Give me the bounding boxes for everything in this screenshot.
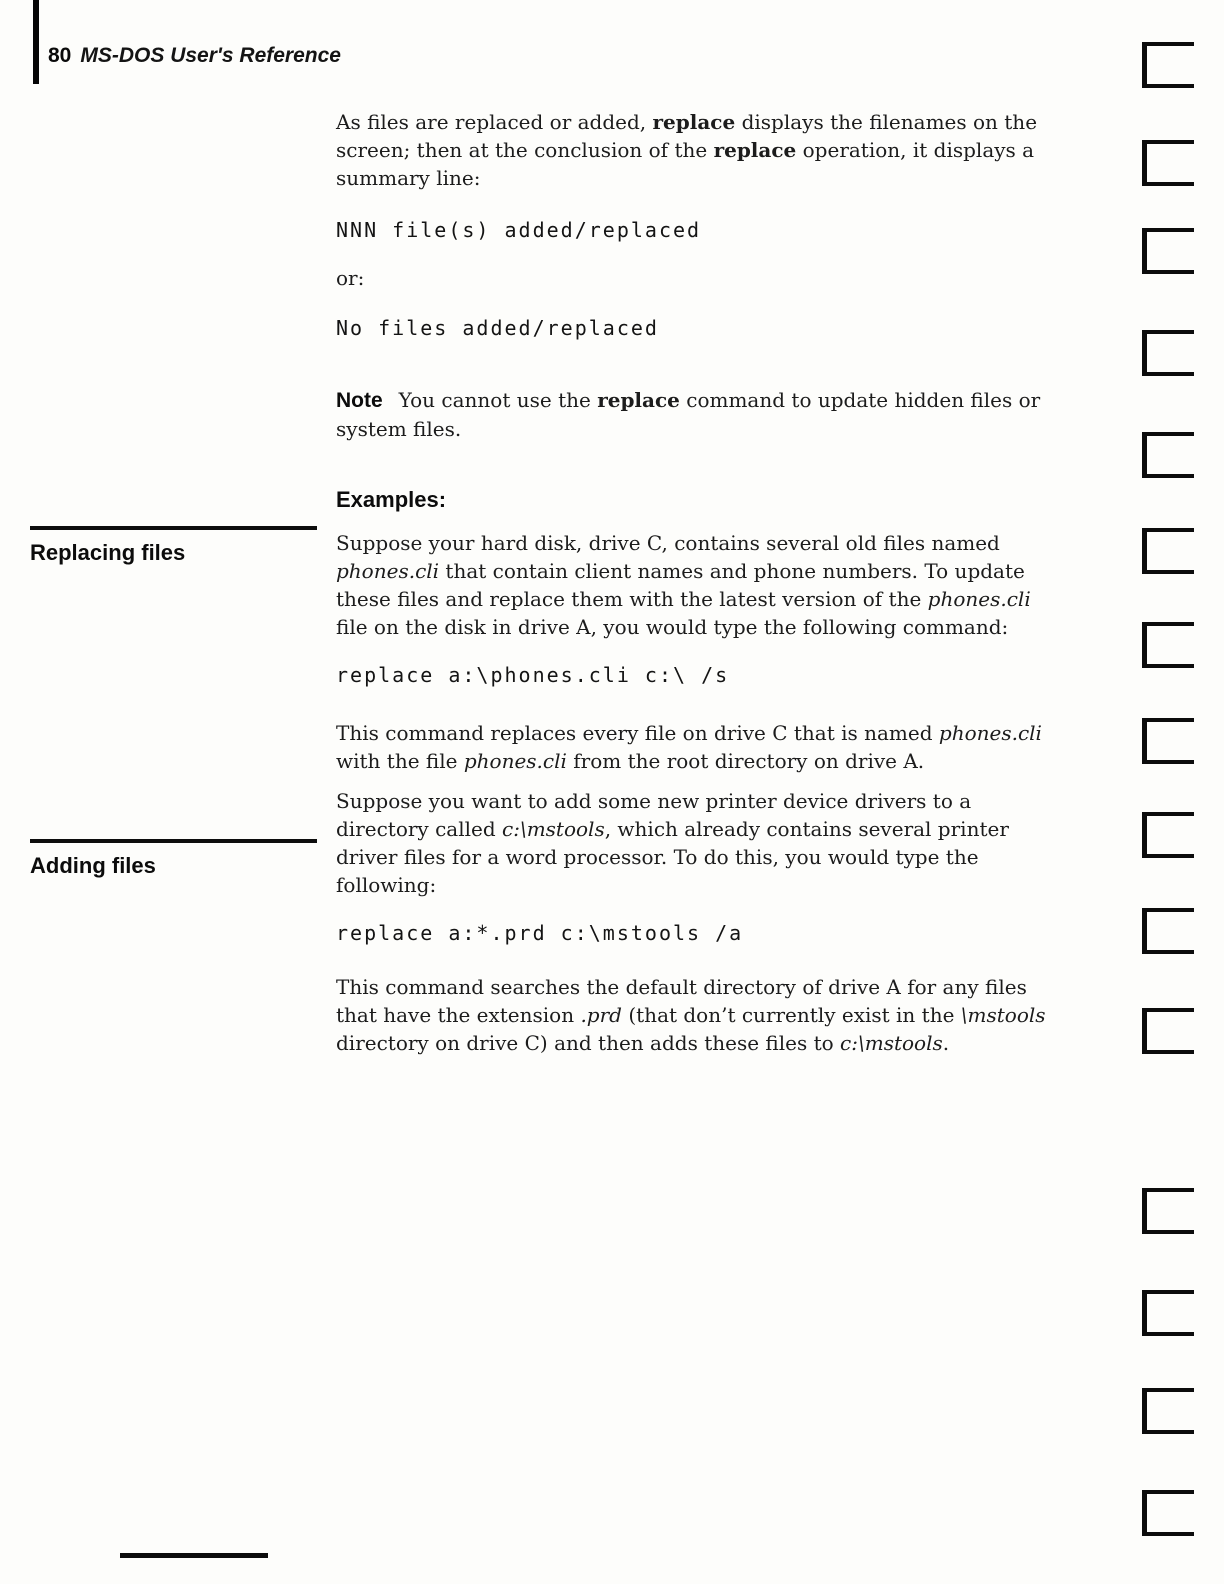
bottom-scan-line: [120, 1553, 268, 1558]
text-segment: with the file: [336, 749, 464, 773]
examples-heading: Examples:: [336, 487, 447, 512]
text-segment: Suppose you want to add some new printer device drivers to a directory called: [336, 789, 972, 841]
adding-files-explanation: [336, 973, 1068, 1057]
text-segment: Suppose your hard disk, drive C, contains several old files named: [336, 531, 1000, 555]
registration-mark: [1142, 1388, 1194, 1434]
replacing-files-explanation: [336, 719, 1068, 775]
code-summary-none: No files added/replaced: [336, 316, 659, 340]
intro-paragraph: [336, 108, 1068, 192]
main-content: [336, 108, 1068, 1057]
registration-mark: [1142, 42, 1194, 88]
or-label: or:: [336, 266, 365, 290]
section-rule: [30, 839, 317, 843]
note-paragraph: [336, 386, 1068, 443]
text-segment: Note: [336, 389, 383, 412]
text-segment: directory on drive C) and then adds these files to: [336, 1031, 841, 1055]
replacing-files-paragraph: [336, 529, 1068, 641]
registration-mark: [1142, 908, 1194, 954]
code-summary-added: NNN file(s) added/replaced: [336, 218, 702, 242]
text-segment: phones.cli: [463, 749, 567, 773]
book-title: MS-DOS User's Reference: [80, 44, 341, 67]
section-rule: [30, 526, 317, 530]
text-segment: phones.cli: [938, 721, 1042, 745]
registration-mark: [1142, 140, 1194, 186]
text-segment: c:\mstools: [840, 1031, 943, 1055]
registration-mark: [1142, 1290, 1194, 1336]
text-segment: phones.cli: [927, 587, 1031, 611]
margin-label-text: Adding files: [30, 853, 156, 878]
registration-mark: [1142, 228, 1194, 274]
text-segment: (that don’t currently exist in the: [621, 1003, 961, 1027]
text-segment: displays the filenames on the screen; then at the conclusion of the: [336, 110, 1038, 162]
text-segment: As files are replaced or added,: [336, 110, 653, 134]
registration-mark: [1142, 1490, 1194, 1536]
registration-mark: [1142, 812, 1194, 858]
text-segment: c:\mstools: [502, 817, 605, 841]
page-number: 80: [48, 44, 72, 67]
text-segment: \mstools: [960, 1003, 1046, 1027]
text-segment: .: [942, 1031, 950, 1055]
registration-mark: [1142, 1008, 1194, 1054]
registration-mark: [1142, 432, 1194, 478]
text-segment: This command replaces every file on drive C that is named: [336, 721, 939, 745]
registration-mark: [1142, 718, 1194, 764]
margin-label-adding-files: [30, 839, 317, 879]
registration-mark: [1142, 1188, 1194, 1234]
adding-files-paragraph: [336, 787, 1068, 899]
text-segment: operation, it displays a summary line:: [336, 138, 1035, 190]
registration-mark: [1142, 528, 1194, 574]
text-segment: replace: [597, 388, 680, 412]
text-segment: phones.cli: [336, 559, 440, 583]
text-segment: , which already contains several printer driver files for a word processor. To do this, you would type the following:: [336, 817, 1009, 897]
text-segment: .prd: [580, 1003, 622, 1027]
text-segment: from the root directory on drive A.: [566, 749, 925, 773]
margin-label-replacing-files: [30, 526, 317, 566]
text-segment: replace: [713, 138, 797, 162]
text-segment: command to update hidden files or system files.: [336, 388, 1041, 441]
text-segment: that contain client names and phone numbers. To update these files and replace them with the latest version of the: [336, 559, 1025, 611]
text-segment: This command searches the default directory of drive A for any files that have the extension: [336, 975, 1027, 1027]
text-segment: file on the disk in drive A, you would type the following command:: [336, 615, 1009, 639]
replace-command-example-1: replace a:\phones.cli c:\ /s: [336, 663, 730, 687]
registration-mark: [1142, 622, 1194, 668]
replace-command-example-2: replace a:*.prd c:\mstools /a: [336, 921, 744, 945]
text-segment: You cannot use the: [398, 388, 598, 412]
registration-mark: [1142, 330, 1194, 376]
text-segment: replace: [652, 110, 736, 134]
page-header: [48, 44, 341, 68]
binding-bar: [33, 0, 39, 84]
margin-label-text: Replacing files: [30, 540, 186, 565]
